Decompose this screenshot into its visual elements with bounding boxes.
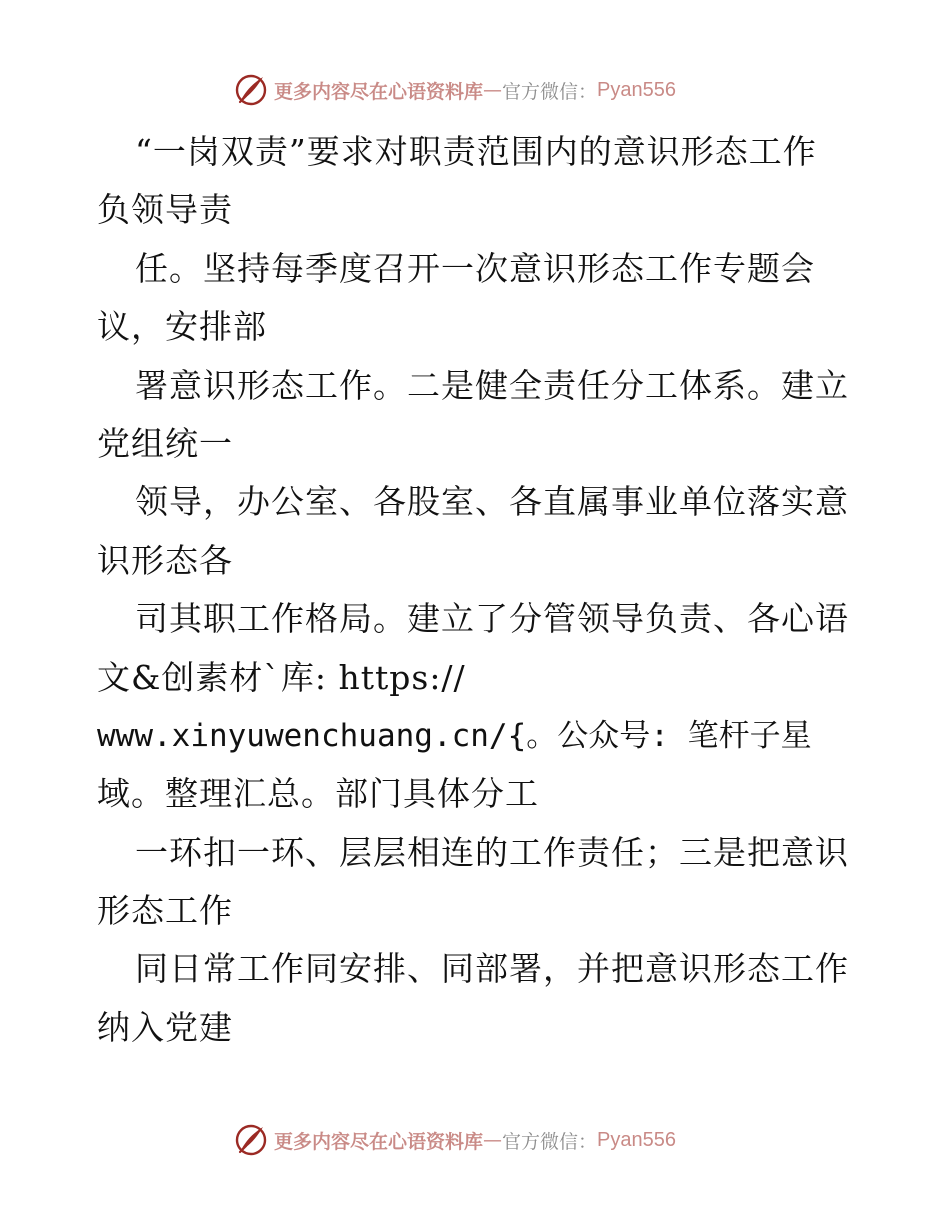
body-line: 形态工作: [97, 891, 233, 931]
body-line: “一岗双责”要求对职责范围内的意识形态工作: [135, 132, 817, 171]
body-line: 文&创素材`库: https://: [97, 657, 466, 697]
body-line: 署意识形态工作。二是健全责任分工体系。建立: [135, 365, 849, 405]
body-line: 任。坚持每季度召开一次意识形态工作专题会: [135, 248, 815, 288]
body-line: 同日常工作同安排、同部署，并把意识形态工作: [135, 949, 849, 989]
body-line: 一环扣一环、层层相连的工作责任；三是把意识: [135, 832, 849, 872]
header-brand-text: 更多内容尽在心语资料库: [274, 80, 484, 103]
body-line: 域。整理汇总。部门具体分工: [97, 774, 539, 814]
footer-wechat-id: Pyan556: [597, 1128, 676, 1151]
footer-brand-text: 更多内容尽在心语资料库: [274, 1130, 484, 1153]
document-body: [97, 123, 877, 1057]
body-line: 领导，办公室、各股室、各直属事业单位落实意: [135, 482, 849, 522]
quill-pen-logo-icon: [234, 1123, 268, 1157]
footer-wechat-label: 官方微信：: [502, 1130, 598, 1153]
body-line-url: www.xinyuwenchuang.cn/{。公众号: 笔杆子星: [97, 717, 812, 754]
body-line: 识形态各: [97, 540, 233, 580]
body-line: 司其职工作格局。建立了分管领导负责、各心语: [135, 599, 849, 639]
quill-pen-logo-icon: [234, 73, 268, 107]
body-line: 党组统一: [97, 423, 233, 463]
body-line: 议，安排部: [97, 307, 267, 347]
header-banner: [234, 72, 676, 108]
header-wechat-label: 官方微信：: [502, 80, 598, 103]
footer-banner: [234, 1122, 676, 1158]
footer-dash: —: [483, 1129, 503, 1151]
body-line: 纳入党建: [97, 1007, 233, 1047]
body-line: 负领导责: [97, 190, 233, 230]
header-wechat-id: Pyan556: [597, 78, 676, 101]
header-dash: —: [483, 79, 503, 101]
